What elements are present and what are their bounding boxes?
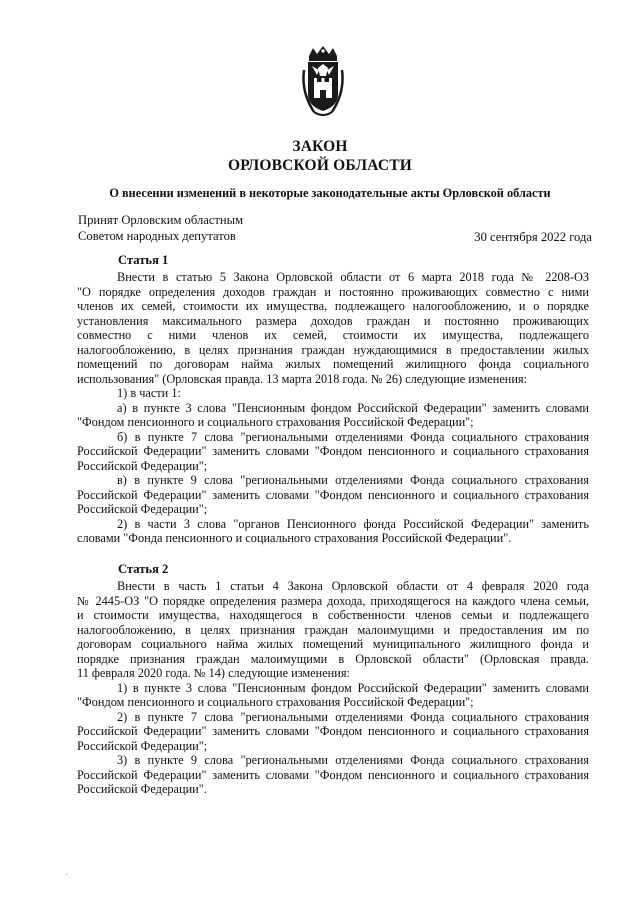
text-line: членов их семей, стоимости их имущества, подлежащего налогообложению, и о порядке: [77, 299, 589, 313]
text-line: словами "Фонда пенсионного и социального страхования Российской Федерации".: [77, 531, 512, 545]
text-line: 3) в пункте 9 слова "региональными отделениями Фонда социального страхования: [117, 753, 589, 767]
adoption-line: Принят Орловским областным: [78, 213, 244, 227]
article-2-heading: Статья 2: [118, 562, 169, 576]
text-line: налогообложению, в целях признания граждан малоимущими и предоставления им по: [77, 622, 589, 637]
text-line: Российской Федерации";: [77, 738, 208, 753]
text-line: 11 февраля 2020 года. № 14) следующие изменения:: [77, 666, 350, 680]
text-line: Российской Федерации" заменить словами "Фондом пенсионного и социального страхования: [77, 487, 589, 502]
text-line: совместно с ними членов их семей, стоимости их имущества, подлежащего: [77, 328, 589, 342]
text-line: "Фондом пенсионного и социального страхования Российской Федерации";: [77, 695, 474, 709]
text-line: Российской Федерации" заменить словами "Фондом пенсионного и социального страхования: [77, 724, 589, 738]
text-line: использования" (Орловская правда. 13 марта 2018 года. № 26) следующие изменения:: [77, 371, 528, 386]
adoption-date: 30 сентября 2022 года: [474, 230, 592, 244]
text-line: "О порядке определения доходов граждан и постоянно проживающих совместно с ними: [77, 284, 589, 299]
text-line: Внести в статью 5 Закона Орловской области от 6 марта 2018 года № 2208-ОЗ: [117, 270, 589, 284]
text-line: Российской Федерации" заменить словами "Фондом пенсионного и социального страхования: [77, 444, 589, 458]
text-line: "Фондом пенсионного и социального страхования Российской Федерации";: [77, 415, 474, 429]
text-line: Российской Федерации".: [77, 782, 207, 796]
region-title: ОРЛОВСКОЙ ОБЛАСТИ: [227, 157, 413, 174]
margin-mark: ': [66, 872, 68, 882]
law-subtitle: О внесении изменений в некоторые законодательные акты Орловской области: [109, 186, 551, 200]
article-2-body: [77, 579, 589, 797]
adoption-info: [78, 212, 243, 244]
text-line: и стоимости имущества, находящегося в собственности членов семьи и подлежащего: [77, 608, 589, 622]
text-line: Российской Федерации";: [77, 458, 208, 473]
text-line: № 2445-ОЗ "О порядке определения размера дохода, приходящегося на каждого члена семьи,: [77, 593, 589, 608]
text-line: в) в пункте 9 слова "региональными отделениями Фонда социального страхования: [117, 473, 589, 487]
adoption-line: Советом народных депутатов: [78, 229, 236, 243]
text-line: порядке признания граждан малоимущими в Орловской области" (Орловская правда.: [77, 651, 589, 666]
text-line: а) в пункте 3 слова "Пенсионным фондом Российской Федерации" заменить словами: [117, 400, 589, 415]
text-line: налогообложению, в целях признания граждан нуждающимися в предоставлении жилых: [77, 342, 589, 357]
text-line: 1) в части 1:: [117, 386, 181, 400]
text-line: 2) в пункте 7 слова "региональными отделениями Фонда социального страхования: [117, 709, 589, 724]
article-1-body: [77, 270, 589, 546]
text-line: Внести в часть 1 статьи 4 Закона Орловской области от 4 февраля 2020 года: [117, 579, 589, 593]
article-1-heading: Статья 1: [118, 253, 169, 267]
text-line: помещений по договорам найма жилых помещений жилищного фонда социального: [77, 357, 589, 371]
text-line: Российской Федерации" заменить словами "Фондом пенсионного и социального страхования: [77, 767, 589, 782]
text-line: установления максимального размера доходов граждан и постоянно проживающих: [77, 313, 589, 328]
coat-of-arms-icon: [300, 46, 346, 120]
text-line: 2) в части 3 слова "органов Пенсионного фонда Российской Федерации" заменить: [117, 516, 589, 531]
text-line: договорам социального найма жилых помещений муниципального жилищного фонда и: [77, 637, 589, 651]
law-title: ЗАКОН: [292, 138, 348, 155]
text-line: 1) в пункте 3 слова "Пенсионным фондом Российской Федерации" заменить словами: [117, 680, 589, 695]
text-line: Российской Федерации";: [77, 502, 208, 516]
text-line: б) в пункте 7 слова "региональными отделениями Фонда социального страхования: [117, 429, 589, 444]
